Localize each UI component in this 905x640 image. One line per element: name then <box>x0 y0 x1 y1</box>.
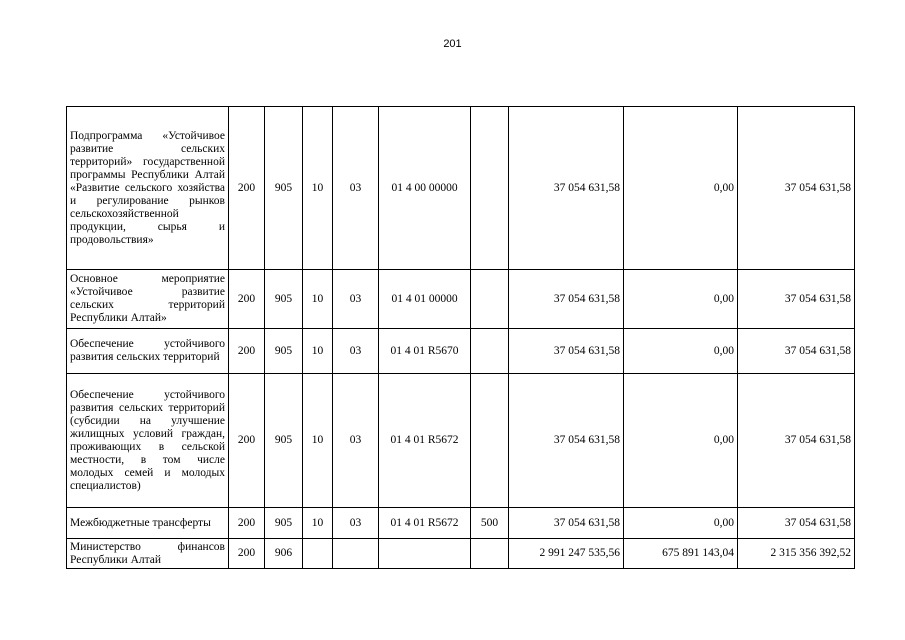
subsection-code: 03 <box>333 329 379 374</box>
section-code: 10 <box>303 374 333 508</box>
expense-type <box>471 539 509 569</box>
section-code: 10 <box>303 508 333 539</box>
admin-code: 200 <box>229 539 265 569</box>
row-name: Межбюджетные трансферты <box>67 508 229 539</box>
row-name: Обеспечение устойчивого развития сельских территорий <box>67 329 229 374</box>
subsection-code: 03 <box>333 508 379 539</box>
row-name: Основное мероприятие «Устойчивое развитие сельских территорий Республики Алтай» <box>67 270 229 329</box>
amount-total: 2 991 247 535,56 <box>509 539 624 569</box>
amount-total: 37 054 631,58 <box>509 107 624 270</box>
amount-col2: 37 054 631,58 <box>738 329 855 374</box>
subsection-code: 03 <box>333 270 379 329</box>
amount-col1: 0,00 <box>624 508 738 539</box>
amount-total: 37 054 631,58 <box>509 508 624 539</box>
row-name: Обеспечение устойчивого развития сельских территорий (субсидии на улучшение жилищных условий граждан, проживающих в сельской местности, в том числе молодых семей и молодых специалистов) <box>67 374 229 508</box>
target-article: 01 4 01 R5670 <box>379 329 471 374</box>
ministry-code: 905 <box>265 508 303 539</box>
expense-type <box>471 107 509 270</box>
amount-total: 37 054 631,58 <box>509 374 624 508</box>
section-code: 10 <box>303 329 333 374</box>
table-row <box>67 270 855 329</box>
expense-type <box>471 329 509 374</box>
target-article: 01 4 01 R5672 <box>379 508 471 539</box>
admin-code: 200 <box>229 508 265 539</box>
amount-col2: 37 054 631,58 <box>738 107 855 270</box>
expense-type <box>471 374 509 508</box>
amount-col1: 0,00 <box>624 107 738 270</box>
ministry-code: 905 <box>265 374 303 508</box>
subsection-code <box>333 539 379 569</box>
table-row <box>67 374 855 508</box>
admin-code: 200 <box>229 374 265 508</box>
target-article <box>379 539 471 569</box>
expense-type <box>471 270 509 329</box>
amount-col1: 0,00 <box>624 270 738 329</box>
ministry-code: 905 <box>265 107 303 270</box>
target-article: 01 4 01 00000 <box>379 270 471 329</box>
amount-total: 37 054 631,58 <box>509 329 624 374</box>
row-name: Подпрограмма «Устойчивое развитие сельских территорий» государственной программы Республики Алтай «Развитие сельского хозяйства и регулирование рынков сельскохозяйственной продукции, сырья и продовольствия» <box>67 107 229 270</box>
ministry-code: 905 <box>265 329 303 374</box>
ministry-code: 906 <box>265 539 303 569</box>
section-code: 10 <box>303 107 333 270</box>
admin-code: 200 <box>229 329 265 374</box>
amount-col2: 37 054 631,58 <box>738 508 855 539</box>
section-code <box>303 539 333 569</box>
row-name: Министерство финансов Республики Алтай <box>67 539 229 569</box>
page-number: 201 <box>443 38 462 50</box>
amount-col1: 675 891 143,04 <box>624 539 738 569</box>
subsection-code: 03 <box>333 374 379 508</box>
admin-code: 200 <box>229 270 265 329</box>
section-code: 10 <box>303 270 333 329</box>
subsection-code: 03 <box>333 107 379 270</box>
table-row <box>67 329 855 374</box>
amount-col1: 0,00 <box>624 374 738 508</box>
amount-total: 37 054 631,58 <box>509 270 624 329</box>
table-row <box>67 539 855 569</box>
ministry-code: 905 <box>265 270 303 329</box>
target-article: 01 4 00 00000 <box>379 107 471 270</box>
amount-col2: 2 315 356 392,52 <box>738 539 855 569</box>
budget-table <box>66 106 855 569</box>
table-row <box>67 107 855 270</box>
table-row <box>67 508 855 539</box>
amount-col1: 0,00 <box>624 329 738 374</box>
expense-type: 500 <box>471 508 509 539</box>
amount-col2: 37 054 631,58 <box>738 270 855 329</box>
budget-table-body <box>67 107 855 569</box>
target-article: 01 4 01 R5672 <box>379 374 471 508</box>
admin-code: 200 <box>229 107 265 270</box>
amount-col2: 37 054 631,58 <box>738 374 855 508</box>
